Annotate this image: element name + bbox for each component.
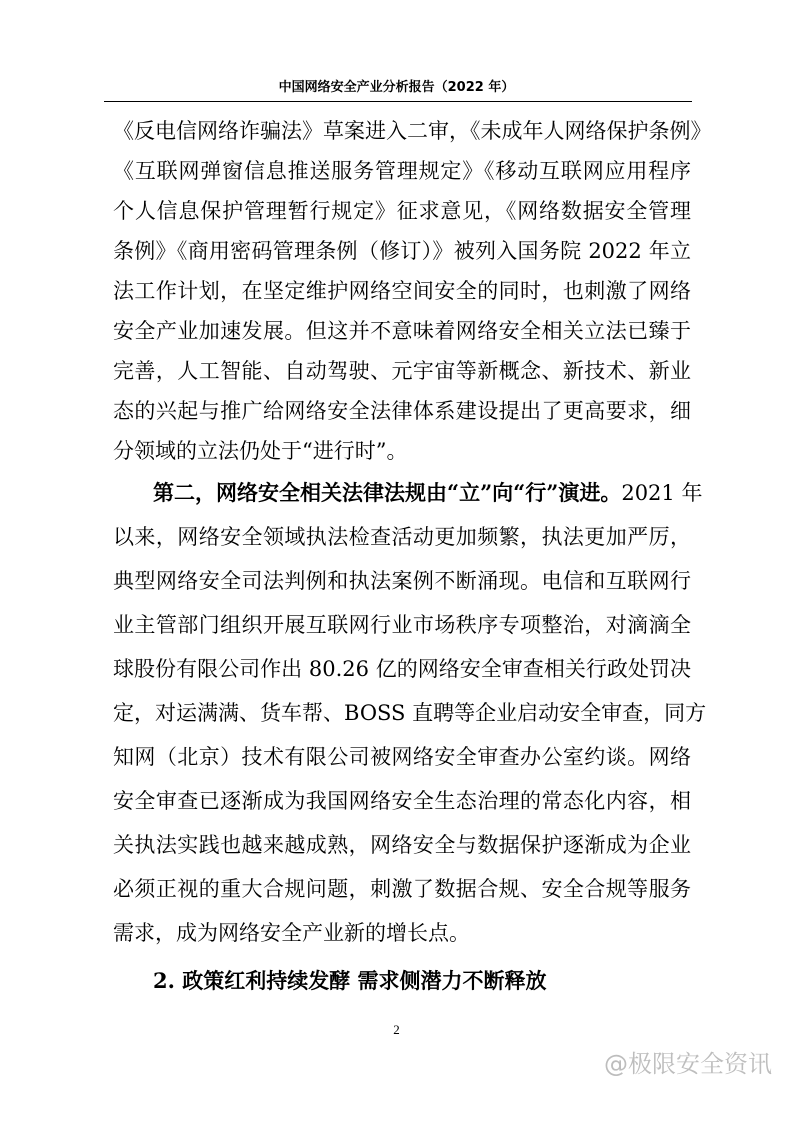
paragraph-1-line: 《反电信网络诈骗法》草案进入二审，《未成年人网络保护条例》 — [113, 119, 712, 143]
paragraph-1-line: 分领域的立法仍处于“进行时”。 — [113, 439, 408, 463]
paragraph-2-line: 球股份有限公司作出 80.26 亿的网络安全审查相关行政处罚决 — [113, 657, 691, 681]
paragraph-2-line: 需求，成为网络安全产业新的增长点。 — [113, 921, 470, 945]
paragraph-2-line: 安全审查已逐渐成为我国网络安全生态治理的常态化内容，相 — [113, 789, 691, 813]
paragraph-1-line: 个人信息保护管理暂行规定》征求意见，《网络数据安全管理 — [113, 199, 691, 223]
paragraph-2-line: 必须正视的重大合规问题，刺激了数据合规、安全合规等服务 — [113, 877, 691, 901]
paragraph-1-line: 法工作计划，在坚定维护网络空间安全的同时，也刺激了网络 — [113, 279, 691, 303]
paragraph-2-line: 定，对运满满、货车帮、BOSS 直聘等企业启动安全审查，同方 — [113, 701, 707, 725]
paragraph-1-line: 安全产业加速发展。但这并不意味着网络安全相关立法已臻于 — [113, 319, 691, 343]
paragraph-1-line: 条例》《商用密码管理条例（修订）》被列入国务院 2022 年立 — [113, 239, 691, 263]
paragraph-2-first-line — [153, 478, 703, 508]
paragraph-1-line: 态的兴起与推广给网络安全法律体系建设提出了更高要求，细 — [113, 399, 691, 423]
paragraph-2-line: 关执法实践也越来越成熟，网络安全与数据保护逐渐成为企业 — [113, 833, 691, 857]
paragraph-2-lead-rest: 2021 年 — [621, 481, 703, 505]
running-header: 中国网络安全产业分析报告（2022 年） — [278, 80, 515, 95]
paragraph-2-line: 知网（北京）技术有限公司被网络安全审查办公室约谈。网络 — [113, 745, 691, 769]
header-divider — [104, 101, 692, 102]
paragraph-2-line: 典型网络安全司法判例和执法案例不断涌现。电信和互联网行 — [113, 569, 691, 593]
section-heading: 2. 政策红利持续发酵 需求侧潜力不断释放 — [153, 968, 547, 993]
paragraph-1-line: 完善，人工智能、自动驾驶、元宇宙等新概念、新技术、新业 — [113, 359, 691, 383]
paragraph-2-lead-bold: 第二，网络安全相关法律法规由“立”向“行”演进。 — [153, 480, 622, 505]
page-number: 2 — [393, 1022, 400, 1037]
paragraph-2-line: 以来，网络安全领域执法检查活动更加频繁，执法更加严厉， — [113, 525, 691, 549]
watermark: @极限安全资讯 — [604, 1050, 772, 1078]
paragraph-1-line: 《互联网弹窗信息推送服务管理规定》《移动互联网应用程序 — [113, 159, 691, 183]
paragraph-2-line: 业主管部门组织开展互联网行业市场秩序专项整治，对滴滴全 — [113, 613, 691, 637]
